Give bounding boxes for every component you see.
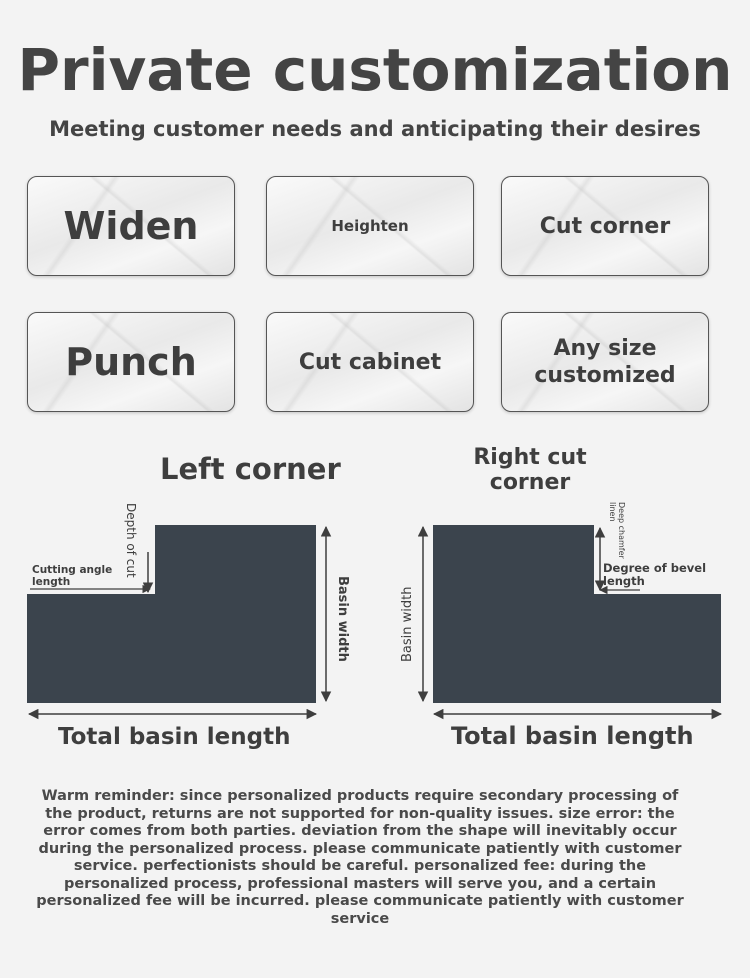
option-tile-widen[interactable]: Widen — [27, 176, 235, 276]
warm-reminder-note: Warm reminder: since personalized products require secondary processing of the product, returns are not supported for non-quality issues. size error: the error comes from both parties. deviation from the shape will inevitably occur during the personalized process. please communicate patiently with customer service. perfectionists should be careful. personalized fee: during the personalized process, professional masters will serve you, and a certain personalized fee will be incurred. please communicate patiently with customer service — [36, 788, 684, 927]
left-cutting-angle-label: Cutting angle length — [32, 564, 113, 588]
option-tile-cut-cabinet[interactable]: Cut cabinet — [266, 312, 474, 412]
option-tile-cut-corner[interactable]: Cut corner — [501, 176, 709, 276]
right-corner-title: Right cut corner — [473, 445, 587, 495]
left-basin-width-label: Basin width — [335, 576, 350, 662]
left-total-length-label: Total basin length — [58, 724, 291, 750]
option-tile-heighten[interactable]: Heighten — [266, 176, 474, 276]
option-tile-any-size[interactable]: Any size customized — [501, 312, 709, 412]
right-basin-width-label: Basin width — [400, 586, 415, 662]
right-total-length-label: Total basin length — [451, 722, 694, 750]
right-corner-shape — [433, 525, 721, 703]
right-bevel-length-label: Degree of bevel length — [603, 561, 707, 588]
left-corner-title: Left corner — [160, 452, 341, 486]
left-depth-of-cut-label: Depth of cut — [124, 503, 138, 578]
page-subtitle: Meeting customer needs and anticipating their desires — [49, 117, 701, 141]
option-tile-punch[interactable]: Punch — [27, 312, 235, 412]
left-corner-shape — [27, 525, 316, 703]
right-deep-chamfer-label: Deep chamfer linen — [608, 502, 626, 559]
page-title: Private customization — [17, 36, 733, 104]
